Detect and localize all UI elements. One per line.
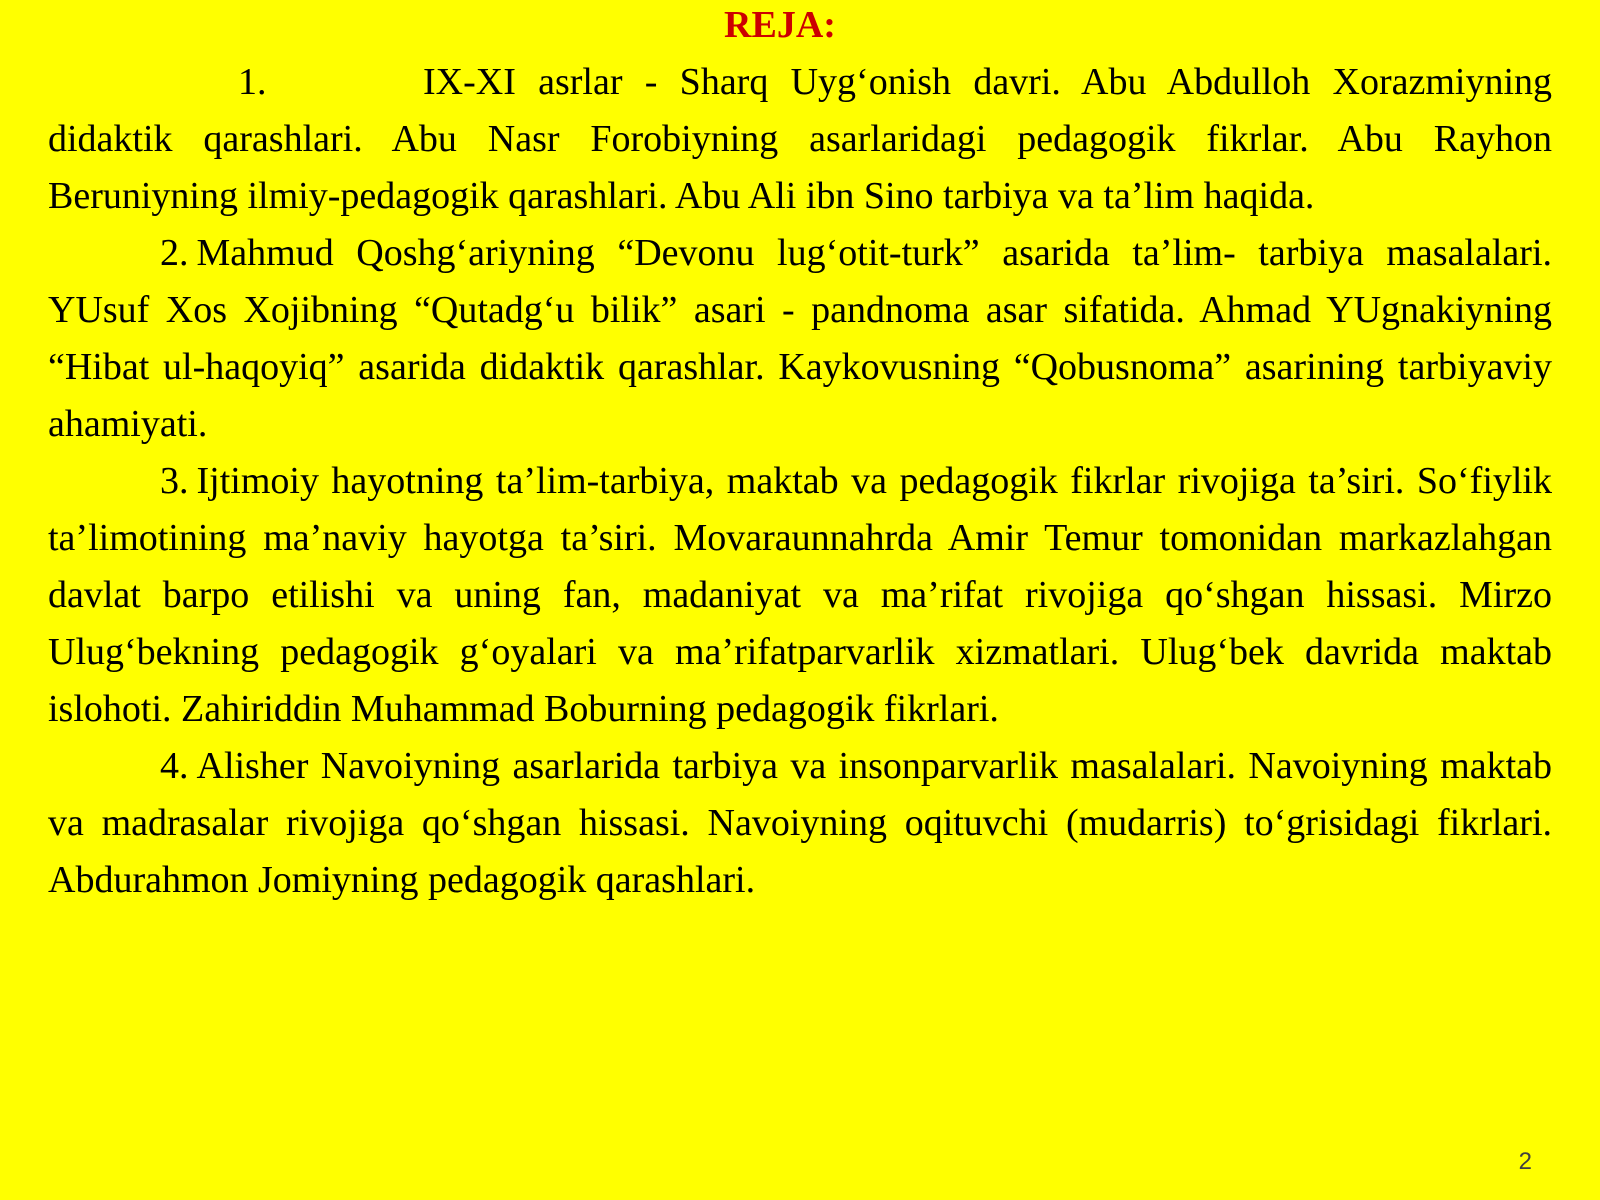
plan-item-4 <box>48 738 1552 909</box>
plan-item-text: Alisher Navoiyning asarlarida tarbiya va insonparvarlik masalalari. Navoiyning maktab va madrasalar rivojiga qo‘shgan hissasi. Navoiyning oqituvchi (mudarris) to‘grisidagi fikrlari. Abdurahmon Jomiyning pedagogik qarashlari. <box>48 745 1552 901</box>
plan-item-text: Mahmud Qoshg‘ariyning “Devonu lug‘otit-turk” asarida ta’lim- tarbiya masalalari. YUsuf Xos Xojibning “Qutadg‘u bilik” asari - pandnoma asar sifatida. Ahmad YUgnakiyning “Hibat ul-haqoyiq” asarida didaktik qarashlar. Kaykovusning “Qobusnoma” asarining tarbiyaviy ahamiyati. <box>48 232 1552 445</box>
plan-item-text: IX-XI asrlar - Sharq Uyg‘onish davri. Abu Abdulloh Xorazmiyning didaktik qarashlari. Abu Nasr Forobiyning asarlaridagi pedagogik fikrlar. Abu Rayhon Beruniyning ilmiy-pedagogik qarashlari. Abu Ali ibn Sino tarbiya va ta’lim haqida. <box>48 61 1552 217</box>
slide-title: REJA: <box>724 4 836 46</box>
plan-item-2 <box>48 225 1552 453</box>
plan-item-number: 2. <box>160 232 189 274</box>
page-number: 2 <box>1518 1148 1532 1175</box>
plan-item-1 <box>48 54 1552 225</box>
plan-item-number: 4. <box>160 745 189 787</box>
plan-item-text: Ijtimoiy hayotning ta’lim-tarbiya, maktab va pedagogik fikrlar rivojiga ta’siri. So‘fiylik ta’limotining ma’naviy hayotga ta’siri. Movaraunnahrda Amir Temur tomonidan markazlahgan davlat barpo etilishi va uning fan, madaniyat va ma’rifat rivojiga qo‘shgan hissasi. Mirzo Ulug‘bekning pedagogik g‘oyalari va ma’rifatparvarlik xizmatlari. Ulug‘bek davrida maktab islohoti. Zahiriddin Muhammad Boburning pedagogik fikrlari. <box>48 460 1552 730</box>
plan-item-number: 1. <box>238 61 267 103</box>
plan-item-3 <box>48 453 1552 738</box>
plan-list <box>48 54 1552 909</box>
plan-item-number: 3. <box>160 460 189 502</box>
